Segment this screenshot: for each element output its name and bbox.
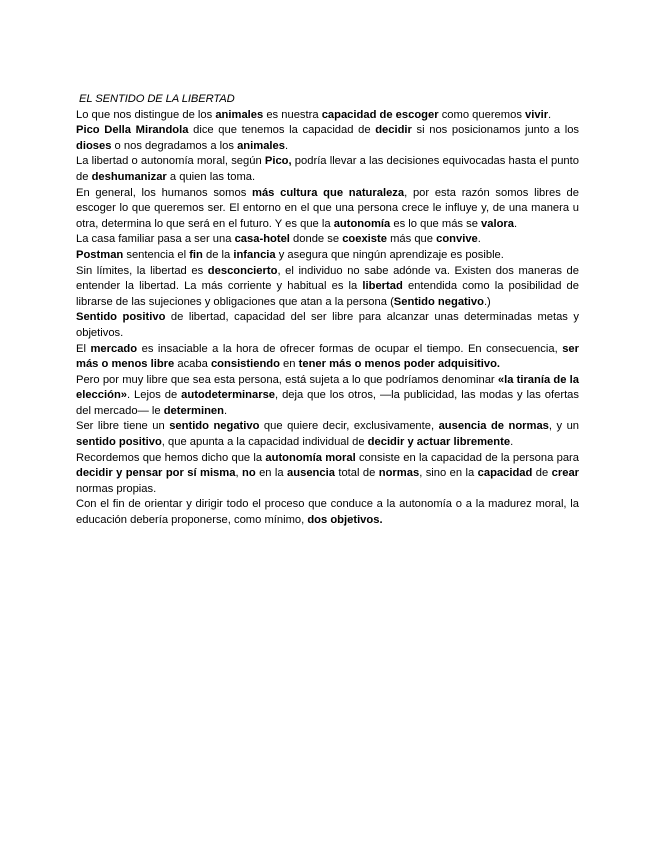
text-run: La casa familiar pasa a ser una — [76, 233, 235, 246]
text-run: y asegura que ningún aprendizaje es posible. — [275, 248, 504, 261]
bold-text: más cultura que naturaleza — [252, 186, 405, 199]
text-run: Pero por muy libre que sea esta persona, está sujeta a lo que podríamos denominar — [76, 373, 498, 386]
text-run: que quiere decir, exclusivamente, — [259, 420, 439, 433]
bold-text: desconcierto — [207, 264, 278, 277]
text-run: . — [514, 217, 518, 230]
bold-text: autonomía moral — [265, 451, 356, 464]
paragraph — [76, 186, 579, 233]
text-run: de la — [202, 248, 234, 261]
bold-text: capacidad de escoger — [321, 108, 439, 121]
bold-text: Sentido negativo — [393, 295, 484, 308]
bold-text: dioses — [76, 139, 112, 152]
bold-text: «la tiranía de la elección» — [76, 373, 579, 402]
bold-text: crear — [551, 467, 580, 480]
bold-text: mercado — [90, 342, 138, 355]
bold-text: sentido positivo — [76, 436, 162, 449]
text-run: En general, los humanos somos — [76, 186, 253, 199]
text-run: de libertad, capacidad del ser libre para alcanzar unas determinadas metas y objetivos. — [76, 311, 579, 339]
text-run: Sin límites, la libertad es — [76, 264, 208, 277]
paragraph — [76, 451, 579, 498]
text-run: . — [548, 108, 552, 121]
paragraph — [76, 154, 579, 185]
bold-text: animales — [215, 108, 264, 121]
bold-text: ausencia de normas — [438, 420, 549, 433]
bold-text: decidir y pensar por sí misma — [76, 467, 236, 480]
text-run: Ser libre tiene un — [76, 420, 170, 433]
bold-text: animales — [237, 139, 285, 152]
paragraph — [76, 123, 579, 154]
bold-text: decidir y actuar libremente — [367, 436, 511, 449]
bold-text: convive — [436, 233, 478, 246]
text-run: El — [76, 342, 91, 355]
text-run: si nos posicionamos junto a los — [411, 124, 580, 137]
text-run: de — [532, 467, 552, 480]
text-run: en la — [255, 467, 288, 480]
text-run: sentencia el — [123, 248, 190, 261]
text-run: a quien las toma. — [166, 170, 256, 183]
bold-text: autodeterminarse — [181, 389, 276, 402]
text-run: . — [284, 139, 289, 152]
text-run: total de — [334, 467, 379, 480]
bold-text: libertad — [362, 280, 403, 293]
bold-text: decidir — [375, 124, 412, 137]
paragraph — [76, 342, 579, 373]
text-run: Con el fin de orientar y dirigir todo el proceso que conduce a la autonomía o a la madurez moral, la educación debería proponerse, como mínimo, — [76, 498, 579, 527]
text-run: . — [224, 404, 228, 417]
text-run: Recordemos que hemos dicho que la — [76, 451, 266, 464]
bold-text: normas — [378, 467, 420, 480]
bold-text: capacidad — [477, 467, 533, 480]
bold-text: coexiste — [342, 233, 387, 246]
text-run: acaba — [174, 358, 211, 371]
text-run: podría llevar a las decisiones equivocadas hasta el punto de — [76, 155, 579, 183]
text-run: , que apunta a la capacidad individual de — [161, 436, 368, 449]
text-run: es lo que más se — [390, 217, 482, 230]
text-run: La libertad o autonomía moral, según — [76, 155, 265, 168]
bold-text: infancia — [233, 248, 276, 261]
text-run: , por esta razón somos libres de escoger lo que queremos ser. El entorno en el que una persona crece le influye y, de una manera u otra, determina lo que será en el futuro. Y es que la — [76, 186, 579, 230]
bold-text: Postman — [76, 248, 124, 261]
text-run: . Lejos de — [127, 389, 182, 402]
text-run: , y un — [548, 420, 580, 433]
document-body — [76, 108, 579, 529]
text-run: más que — [386, 233, 437, 246]
text-run: es insaciable a la hora de ofrecer formas de ocupar el tiempo. En consecuencia, — [137, 342, 563, 355]
text-run: , — [235, 467, 242, 480]
bold-text: Sentido positivo — [76, 311, 166, 324]
paragraph — [76, 497, 579, 528]
paragraph — [76, 310, 579, 341]
bold-text: sentido negativo — [169, 420, 260, 433]
bold-text: fin — [189, 248, 203, 261]
text-run: como queremos — [438, 108, 526, 121]
text-run: consiste en la capacidad de la persona para — [355, 451, 579, 464]
text-run: es nuestra — [263, 108, 322, 121]
document-page — [76, 92, 579, 529]
text-run: . — [477, 233, 481, 246]
text-run: .) — [483, 295, 491, 308]
bold-text: valora — [481, 217, 515, 230]
text-run: , el individuo no sabe adónde va. Existen dos maneras de entender la libertad. La más corriente y habitual es la — [76, 264, 580, 293]
text-run: o nos degradamos a los — [111, 139, 238, 152]
text-run: , deja que los otros, —la publicidad, las modas y las ofertas del mercado— le — [76, 389, 579, 417]
text-run: dice que tenemos la capacidad de — [188, 124, 376, 137]
paragraph — [76, 248, 579, 264]
paragraph — [76, 373, 579, 420]
bold-text: autonomía — [333, 217, 391, 230]
bold-text: consistiendo — [210, 358, 280, 371]
bold-text: Pico, — [264, 155, 292, 168]
text-run: en — [279, 358, 299, 371]
bold-text: no — [241, 467, 256, 480]
paragraph — [76, 108, 579, 124]
bold-text: tener más o menos poder adquisitivo. — [298, 358, 501, 371]
bold-text: Pico Della Mirandola — [76, 124, 189, 137]
document-title: EL SENTIDO DE LA LIBERTAD — [79, 93, 235, 105]
bold-text: deshumanizar — [91, 170, 167, 183]
paragraph — [76, 232, 579, 248]
bold-text: ausencia — [287, 467, 335, 480]
text-run: donde se — [289, 233, 343, 246]
text-run: Lo que nos distingue de los — [76, 108, 216, 121]
paragraph — [76, 264, 579, 311]
text-run: normas propias. — [76, 482, 157, 495]
bold-text: determinen — [163, 404, 224, 417]
text-run: , sino en la — [419, 467, 478, 480]
text-run: . — [510, 436, 514, 449]
bold-text: dos objetivos. — [307, 514, 383, 527]
bold-text: ser más o menos libre — [76, 342, 579, 371]
paragraph — [76, 419, 579, 450]
text-run: entendida como la posibilidad de librarse de las sujeciones y obligaciones que atan a la persona ( — [76, 280, 579, 308]
bold-text: vivir — [525, 108, 549, 121]
bold-text: casa-hotel — [234, 233, 290, 246]
